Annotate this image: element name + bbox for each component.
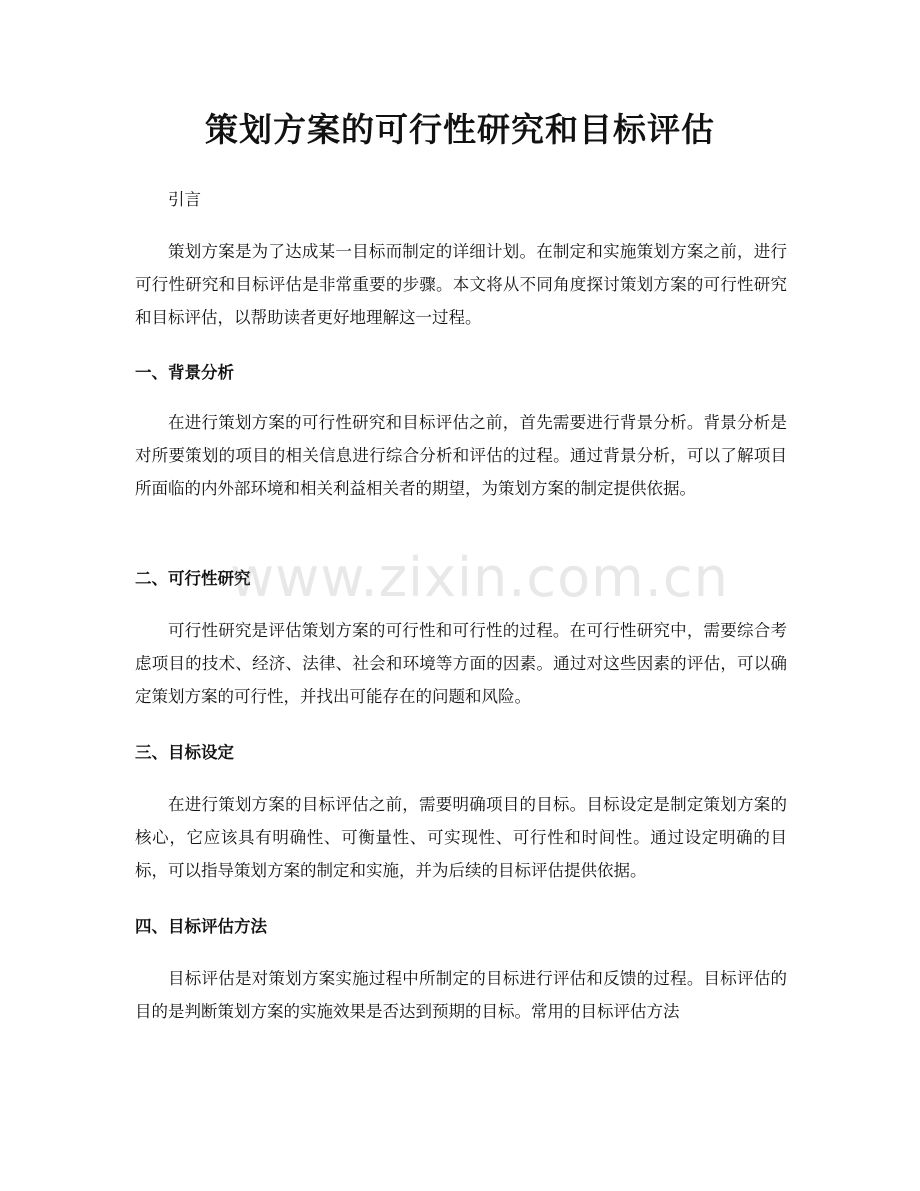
section-paragraph-feasibility: 可行性研究是评估策划方案的可行性和可行性的过程。在可行性研究中，需要综合考虑项目的技术、经济、法律、社会和环境等方面的因素。通过对这些因素的评估，可以确定策划方案的可行性，并找出可能存在的问题和风险。 <box>135 621 787 706</box>
document-title: 策划方案的可行性研究和目标评估 <box>205 110 715 149</box>
section-heading-goal-setting: 三、目标设定 <box>135 743 234 762</box>
intro-paragraph: 策划方案是为了达成某一目标而制定的详细计划。在制定和实施策划方案之前，进行可行性研究和目标评估是非常重要的步骤。本文将从不同角度探讨策划方案的可行性研究和目标评估，以帮助读者更好地理解这一过程。 <box>135 242 787 327</box>
section-paragraph-goal-setting: 在进行策划方案的目标评估之前，需要明确项目的目标。目标设定是制定策划方案的核心，它应该具有明确性、可衡量性、可实现性、可行性和时间性。通过设定明确的目标，可以指导策划方案的制定和实施，并为后续的目标评估提供依据。 <box>135 795 787 880</box>
intro-label: 引言 <box>168 190 201 209</box>
section-heading-evaluation-methods: 四、目标评估方法 <box>135 917 267 936</box>
section-heading-feasibility: 二、可行性研究 <box>135 569 251 588</box>
section-paragraph-evaluation-methods: 目标评估是对策划方案实施过程中所制定的目标进行评估和反馈的过程。目标评估的目的是判断策划方案的实施效果是否达到预期的目标。常用的目标评估方法 <box>135 969 787 1021</box>
watermark: www.zixin.com.cn <box>230 546 729 609</box>
section-paragraph-background: 在进行策划方案的可行性研究和目标评估之前，首先需要进行背景分析。背景分析是对所要策划的项目的相关信息进行综合分析和评估的过程。通过背景分析，可以了解项目所面临的内外部环境和相关利益相关者的期望，为策划方案的制定提供依据。 <box>135 413 787 498</box>
section-heading-background: 一、背景分析 <box>135 363 234 382</box>
